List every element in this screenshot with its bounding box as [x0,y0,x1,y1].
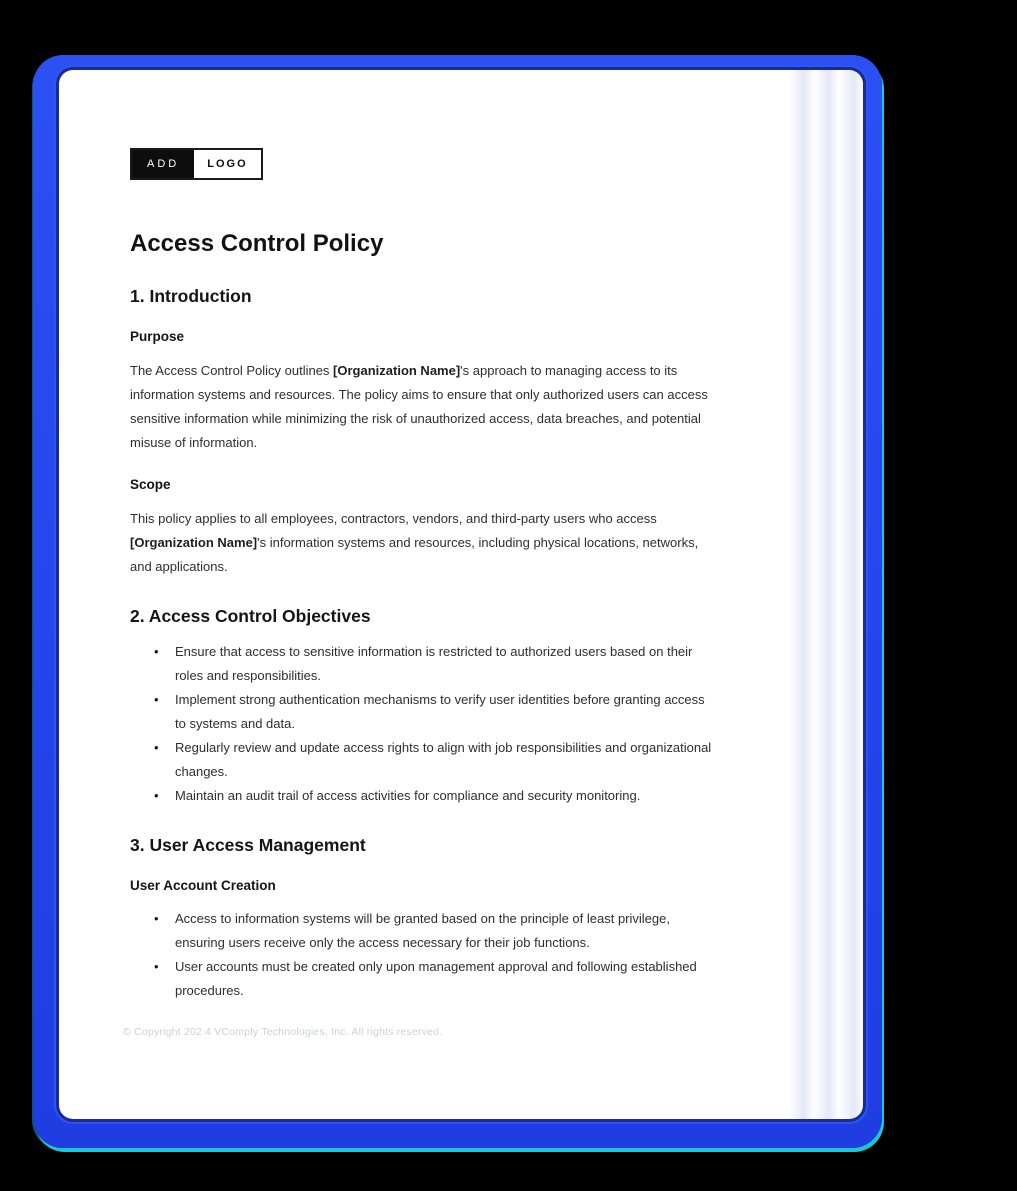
list-item: • Access to information systems will be granted based on the principle of least privilege, ensuring users receive only the access necessary for their job functions. [175,907,714,955]
section-heading-user-access-management: 3. User Access Management [130,835,366,855]
document-frame [33,55,882,1148]
add-logo-badge-logo-label: LOGO [194,150,260,178]
list-item: • Regularly review and update access rights to align with job responsibilities and organizational changes. [175,736,714,784]
purpose-paragraph: The Access Control Policy outlines [Organization Name]'s approach to managing access to its information systems and resources. The policy aims to ensure that only authorized users can access sensitive information while minimizing the risk of unauthorized access, data breaches, and potential misuse of information. [130,363,708,450]
section-heading-objectives: 2. Access Control Objectives [130,606,371,626]
list-item: • User accounts must be created only upon management approval and following established procedures. [175,955,714,1003]
add-logo-badge[interactable] [130,148,263,180]
list-item: • Ensure that access to sensitive information is restricted to authorized users based on their roles and responsibilities. [175,640,714,688]
page-title: Access Control Policy [130,230,384,257]
objectives-bullet-list [130,640,714,808]
copyright-footer: © Copyright 202 4 VComply Technologies, Inc. All rights reserved. [123,1026,443,1038]
document-page [59,70,863,1119]
scope-paragraph: This policy applies to all employees, contractors, vendors, and third-party users who access [Organization Name]'s information systems and resources, including physical locations, networks, and applications. [130,511,699,574]
list-item: • Maintain an audit trail of access activities for compliance and security monitoring. [175,784,714,808]
document-content [130,148,714,1003]
add-logo-badge-add-label: ADD [132,150,194,178]
page-edge-stripes [789,70,863,1119]
sub-heading-scope: Scope [130,477,171,492]
sub-heading-purpose: Purpose [130,329,185,344]
list-item: • Implement strong authentication mechanisms to verify user identities before granting access to systems and data. [175,688,714,736]
section-heading-introduction: 1. Introduction [130,286,252,306]
user-account-creation-bullet-list [130,907,714,1003]
sub-heading-user-account-creation: User Account Creation [130,878,276,893]
